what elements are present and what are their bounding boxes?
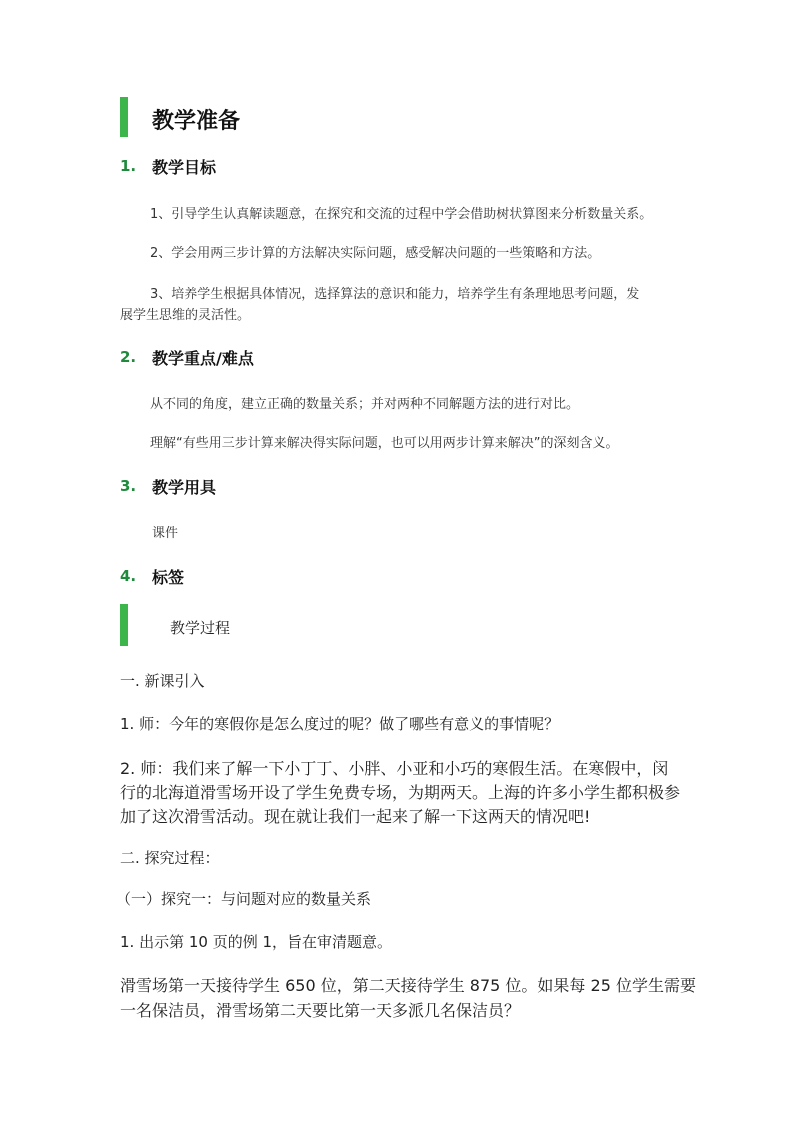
example-problem-line-2: 一名保洁员，滑雪场第二天要比第一天多派几名保洁员？ bbox=[120, 1001, 521, 1020]
section-accent-bar bbox=[120, 97, 128, 137]
process-line-2-cont-2: 加了这次滑雪活动。现在就让我们一起来了解一下这两天的情况吧! bbox=[120, 807, 591, 826]
tools-paragraph: 课件 bbox=[152, 526, 179, 541]
section-title-prep: 教学准备 bbox=[152, 109, 241, 134]
item-title-1: 教学目标 bbox=[152, 158, 217, 177]
item-number-2: 2. bbox=[120, 348, 137, 366]
process-line-1: 1. 师：今年的寒假你是怎么度过的呢？做了哪些有意义的事情呢？ bbox=[120, 715, 560, 733]
process-heading-2: 二. 探究过程： bbox=[120, 849, 220, 867]
example-problem-line-1: 滑雪场第一天接待学生 650 位，第二天接待学生 875 位。如果每 25 位学生需要 bbox=[120, 976, 696, 995]
goal-paragraph-1: 1、引导学生认真解读题意，在探究和交流的过程中学会借助树状算图来分析数量关系。 bbox=[150, 207, 653, 222]
process-heading-1: 一. 新课引入 bbox=[120, 672, 205, 690]
focus-paragraph-2: 理解“有些用三步计算来解决得实际问题，也可以用两步计算来解决”的深刻含义。 bbox=[150, 436, 619, 451]
item-title-3: 教学用具 bbox=[152, 478, 217, 497]
goal-paragraph-3: 3、培养学生根据具体情况，选择算法的意识和能力，培养学生有条理地思考问题，发 bbox=[150, 287, 640, 302]
goal-paragraph-3-cont: 展学生思维的灵活性。 bbox=[120, 308, 251, 323]
item-number-1: 1. bbox=[120, 157, 137, 175]
explore-heading-1: （一）探究一：与问题对应的数量关系 bbox=[116, 890, 372, 908]
process-line-2: 2. 师：我们来了解一下小丁丁、小胖、小亚和小巧的寒假生活。在寒假中，闵 bbox=[120, 759, 669, 778]
item-title-4: 标签 bbox=[152, 568, 185, 587]
explore-line-1: 1. 出示第 10 页的例 1，旨在审清题意。 bbox=[120, 933, 393, 951]
item-number-4: 4. bbox=[120, 567, 137, 585]
item-title-2: 教学重点/难点 bbox=[152, 349, 254, 368]
process-line-2-cont-1: 行的北海道滑雪场开设了学生免费专场，为期两天。上海的许多小学生都积极参 bbox=[120, 783, 681, 802]
section-accent-bar-2 bbox=[120, 604, 128, 646]
item-number-3: 3. bbox=[120, 477, 137, 495]
goal-paragraph-2: 2、学会用两三步计算的方法解决实际问题，感受解决问题的一些策略和方法。 bbox=[150, 246, 601, 261]
focus-paragraph-1: 从不同的角度，建立正确的数量关系；并对两种不同解题方法的进行对比。 bbox=[150, 397, 580, 412]
section-title-process: 教学过程 bbox=[170, 619, 231, 637]
